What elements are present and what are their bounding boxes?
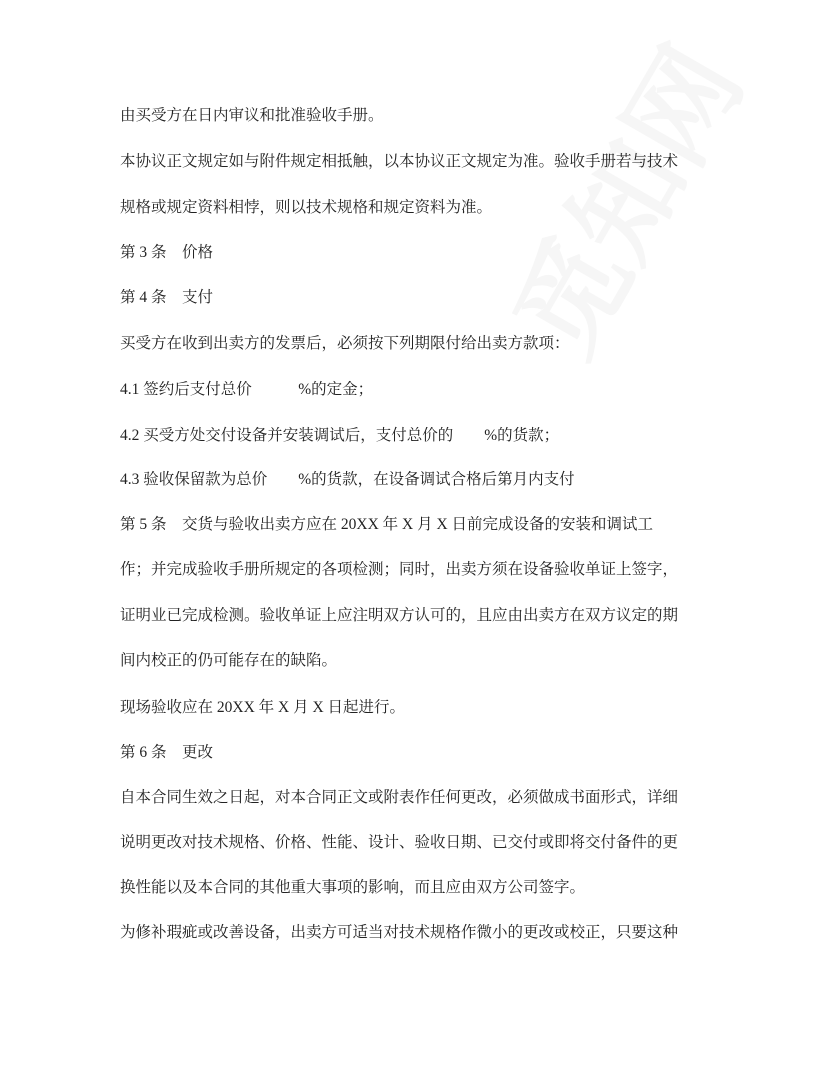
paragraph-line: 现场验收应在 20XX 年 X 月 X 日起进行。	[120, 699, 406, 716]
paragraph-line: 说明更改对技术规格、价格、性能、设计、验收日期、已交付或即将交付备件的更	[120, 834, 679, 851]
paragraph-line: 4.3 验收保留款为总价 %的货款，在设备调试合格后第月内支付	[120, 471, 575, 488]
paragraph-line: 自本合同生效之日起，对本合同正文或附表作任何更改，必须做成书面形式，详细	[120, 789, 679, 806]
paragraph-line: 第 6 条 更改	[120, 744, 214, 761]
paragraph-line: 本协议正文规定如与附件规定相抵触，以本协议正文规定为准。验收手册若与技术	[120, 153, 679, 170]
paragraph-line: 由买受方在日内审议和批准验收手册。	[120, 107, 384, 124]
paragraph-line: 换性能以及本合同的其他重大事项的影响，而且应由双方公司签字。	[120, 879, 586, 896]
paragraph-line: 第 3 条 价格	[120, 244, 214, 261]
paragraph-line: 规格或规定资料相悖，则以技术规格和规定资料为准。	[120, 199, 493, 216]
paragraph-line: 买受方在收到出卖方的发票后，必须按下列期限付给出卖方款项：	[120, 335, 570, 352]
paragraph-line: 作；并完成验收手册所规定的各项检测；同时，出卖方须在设备验收单证上签字，	[120, 561, 679, 578]
paragraph-line: 第 4 条 支付	[120, 289, 214, 306]
paragraph-line: 证明业已完成检测。验收单证上应注明双方认可的，且应由出卖方在双方议定的期	[120, 607, 679, 624]
paragraph-line: 为修补瑕疵或改善设备，出卖方可适当对技术规格作微小的更改或校正，只要这种	[120, 924, 679, 941]
paragraph-line: 间内校正的仍可能存在的缺陷。	[120, 652, 338, 669]
paragraph-line: 第 5 条 交货与验收出卖方应在 20XX 年 X 月 X 日前完成设备的安装和调试工	[120, 516, 654, 533]
paragraph-line: 4.2 买受方处交付设备并安装调试后，支付总价的 %的货款；	[120, 427, 560, 444]
paragraph-line: 4.1 签约后支付总价 %的定金；	[120, 381, 374, 398]
watermark	[470, 14, 772, 379]
